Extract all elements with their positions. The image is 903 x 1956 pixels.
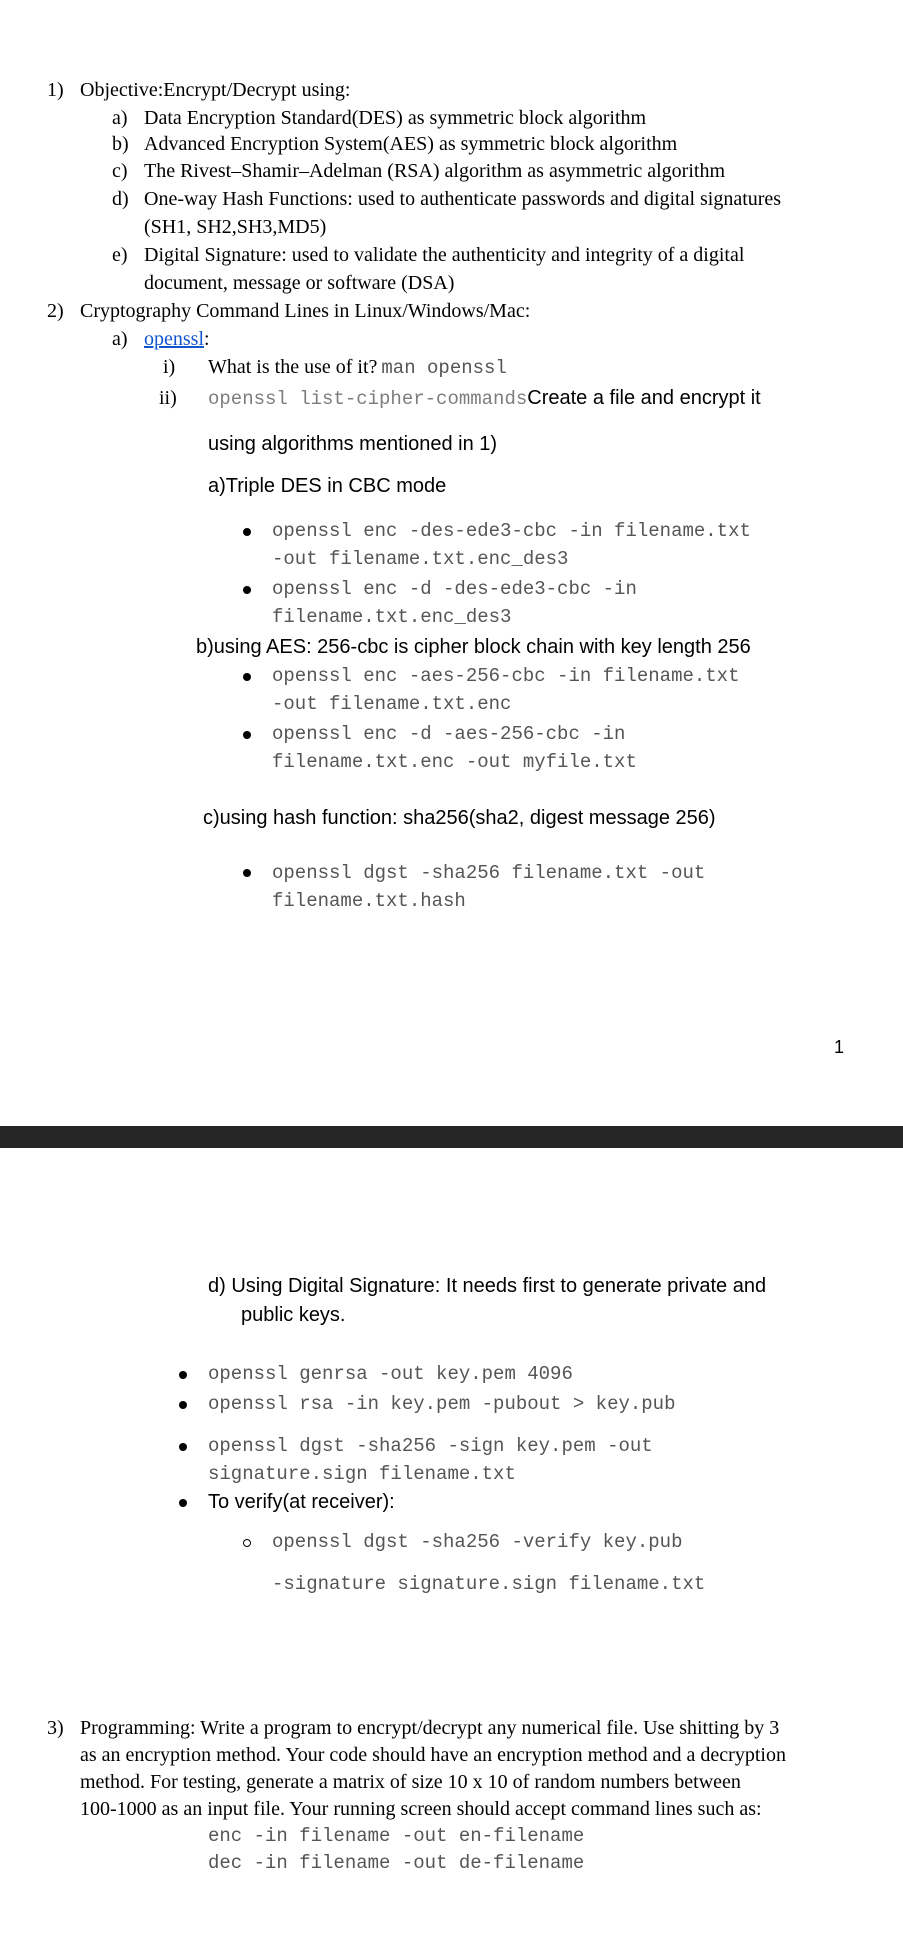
bullet [243,731,251,739]
triple-des-decrypt-cmd-cont: filename.txt.enc_des3 [272,606,512,628]
sub-ii-code: openssl list-cipher-commands [208,388,528,410]
hollow-bullet [243,1539,251,1547]
triple-des-encrypt-cmd: openssl enc -des-ede3-cbc -in filename.txt [272,520,751,542]
section-3-number: 3) [47,1717,64,1739]
sign-cmd: openssl dgst -sha256 -sign key.pem -out [208,1435,653,1457]
sub-i-label: i) [163,356,176,378]
triple-des-decrypt-cmd: openssl enc -d -des-ede3-cbc -in [272,578,637,600]
openssl-link[interactable]: openssl [144,328,204,350]
section-3-line-2: as an encryption method. Your code should have an encryption method and a decryption [80,1744,786,1766]
sub-ii-text: Create a file and encrypt it [527,387,761,409]
digital-signature-heading-cont: public keys. [241,1304,346,1326]
objective-a-label: a) [112,107,128,129]
objective-d-label: d) [112,188,129,210]
aes-decrypt-cmd-cont: filename.txt.enc -out myfile.txt [272,751,637,773]
bullet [243,586,251,594]
triple-des-heading: a)Triple DES in CBC mode [208,475,447,497]
hash-cmd: openssl dgst -sha256 filename.txt -out [272,862,706,884]
openssl-item [144,326,210,353]
objective-d-text: One-way Hash Functions: used to authenticate passwords and digital signatures [144,188,782,210]
hash-cmd-cont: filename.txt.hash [272,890,466,912]
hash-heading: c)using hash function: sha256(sha2, digest message 256) [203,807,716,829]
openssl-colon: : [204,328,210,350]
verify-label: To verify(at receiver): [208,1491,395,1513]
bullet [179,1401,187,1409]
section-1-title: Objective:Encrypt/Decrypt using: [80,79,351,101]
sub-i [208,354,507,382]
page-divider [0,1126,903,1148]
sub-i-code: man openssl [381,357,507,379]
objective-e-label: e) [112,244,128,266]
bullet [243,528,251,536]
aes-heading: b)using AES: 256-cbc is cipher block chain with key length 256 [196,636,751,658]
enc-command-example: enc -in filename -out en-filename [208,1825,585,1847]
section-2-number: 2) [47,300,64,322]
sub-i-text: What is the use of it? [208,356,378,378]
verify-cmd-cont: -signature signature.sign filename.txt [272,1573,706,1595]
genrsa-cmd: openssl genrsa -out key.pem 4096 [208,1363,573,1385]
page-number: 1 [834,1037,845,1057]
objective-d-continuation: (SH1, SH2,SH3,MD5) [144,216,327,238]
sub-ii-continuation: using algorithms mentioned in 1) [208,433,498,455]
verify-cmd: openssl dgst -sha256 -verify key.pub [272,1531,683,1553]
bullet [179,1443,187,1451]
section-2-title: Cryptography Command Lines in Linux/Windows/Mac: [80,300,531,322]
sign-cmd-cont: signature.sign filename.txt [208,1463,516,1485]
objective-e-continuation: document, message or software (DSA) [144,272,455,294]
bullet [243,673,251,681]
bullet [179,1371,187,1379]
objective-b-text: Advanced Encryption System(AES) as symmetric block algorithm [144,133,678,155]
dec-command-example: dec -in filename -out de-filename [208,1852,585,1874]
section-3-line-3: method. For testing, generate a matrix of size 10 x 10 of random numbers between [80,1771,741,1793]
aes-decrypt-cmd: openssl enc -d -aes-256-cbc -in [272,723,626,745]
sub-ii-label: ii) [159,387,177,409]
openssl-item-label: a) [112,328,128,350]
section-1-number: 1) [47,79,64,101]
section-3-line-1: Programming: Write a program to encrypt/decrypt any numerical file. Use shitting by 3 [80,1717,780,1739]
bullet [179,1499,187,1507]
bullet [243,869,251,877]
sub-ii [208,385,761,413]
objective-a-text: Data Encryption Standard(DES) as symmetric block algorithm [144,107,647,129]
aes-encrypt-cmd: openssl enc -aes-256-cbc -in filename.txt [272,665,740,687]
objective-c-label: c) [112,160,128,182]
aes-encrypt-cmd-cont: -out filename.txt.enc [272,693,512,715]
objective-b-label: b) [112,133,129,155]
section-3-line-4: 100-1000 as an input file. Your running screen should accept command lines such as: [80,1798,762,1820]
triple-des-encrypt-cmd-cont: -out filename.txt.enc_des3 [272,548,569,570]
objective-e-text: Digital Signature: used to validate the authenticity and integrity of a digital [144,244,745,266]
rsa-pubout-cmd: openssl rsa -in key.pem -pubout > key.pub [208,1393,676,1415]
objective-c-text: The Rivest–Shamir–Adelman (RSA) algorithm as asymmetric algorithm [144,160,726,182]
digital-signature-heading: d) Using Digital Signature: It needs first to generate private and [208,1275,767,1297]
